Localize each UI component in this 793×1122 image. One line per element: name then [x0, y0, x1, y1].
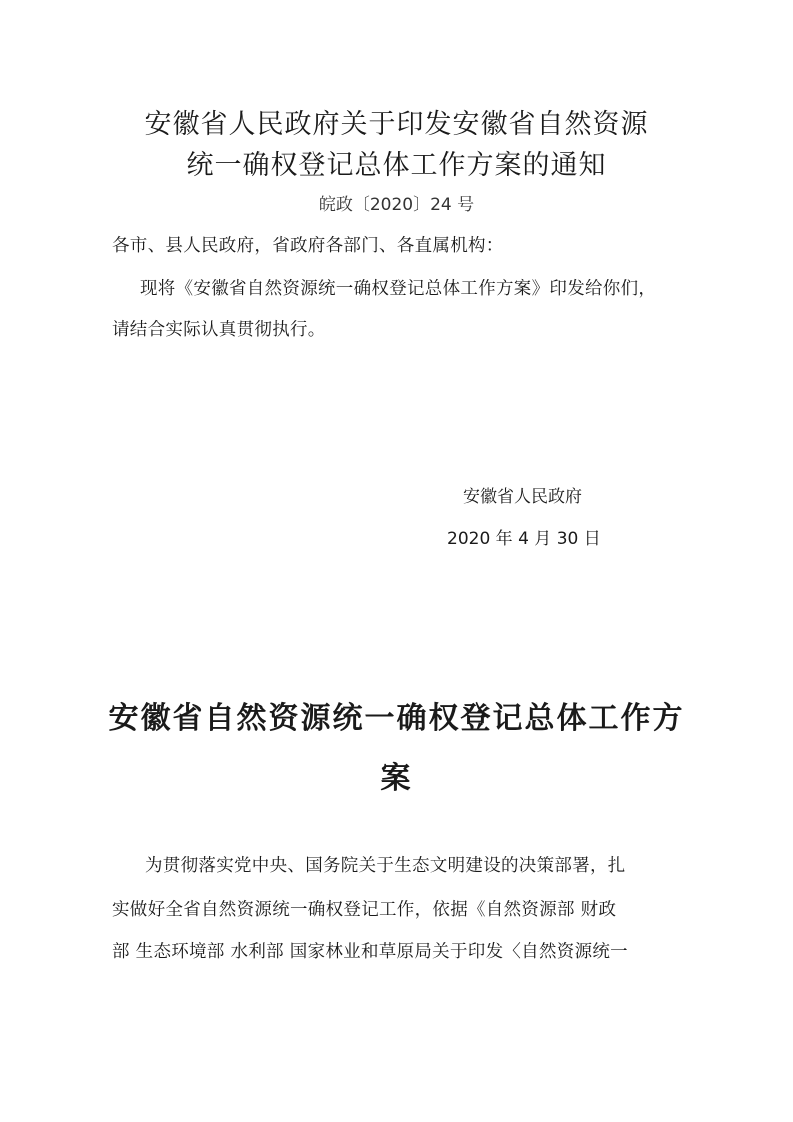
- document-number: 皖政〔2020〕24 号: [318, 195, 475, 215]
- issuer-signature: 安徽省人民政府: [463, 487, 582, 507]
- plan-title-line-1: 安徽省自然资源统一确权登记总体工作方: [108, 701, 685, 736]
- notice-title-line-1: 安徽省人民政府关于印发安徽省自然资源: [144, 109, 649, 140]
- plan-title-line-2: 案: [380, 761, 413, 796]
- notice-title-line-2: 统一确权登记总体工作方案的通知: [186, 150, 607, 181]
- plan-paragraph-line-1: 为贯彻落实党中央、国务院关于生态文明建设的决策部署，扎: [145, 856, 626, 876]
- notice-body-line-1: 现将《安徽省自然资源统一确权登记总体工作方案》印发给你们，: [140, 279, 657, 299]
- addressee: 各市、县人民政府，省政府各部门、各直属机构：: [112, 236, 504, 256]
- issue-date: 2020 年 4 月 30 日: [447, 529, 601, 549]
- plan-paragraph-line-2: 实做好全省自然资源统一确权登记工作，依据《自然资源部 财政: [112, 900, 617, 920]
- plan-paragraph-line-3: 部 生态环境部 水利部 国家林业和草原局关于印发〈自然资源统一: [112, 942, 628, 962]
- notice-body-line-2: 请结合实际认真贯彻执行。: [112, 320, 326, 340]
